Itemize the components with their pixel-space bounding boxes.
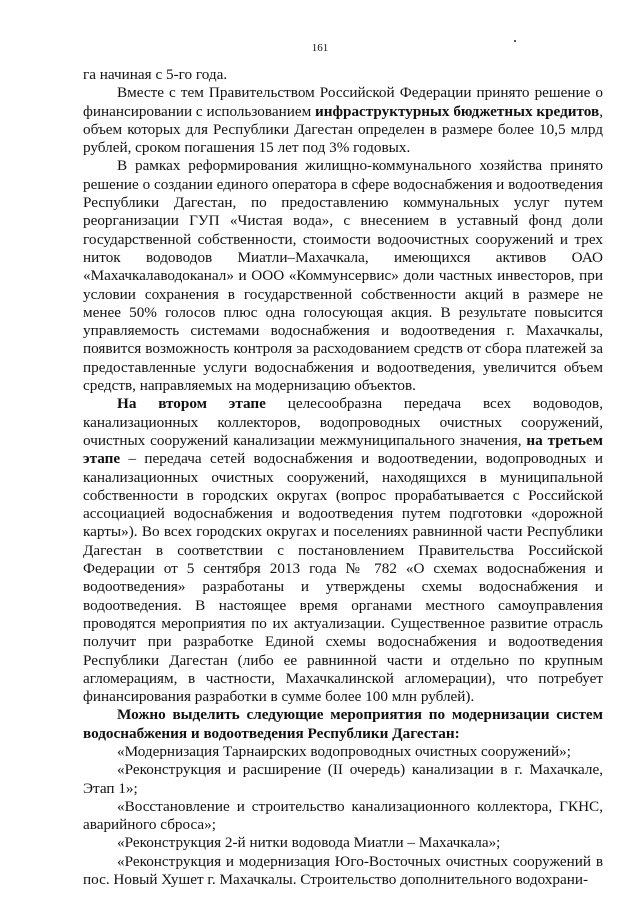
body-text — [83, 66, 603, 889]
list-item-measure: «Реконструкция 2-й нитки водовода Миатли – Махачкала»; — [117, 834, 501, 852]
page-number: 161 — [311, 42, 329, 54]
emphasis-third-stage: на третьем этапе — [83, 431, 603, 468]
list-item-measure: «Реконструкция и расширение (II очередь) канализации в г. Махачкале, Этап 1»; — [83, 761, 603, 797]
list-item-measure: «Модернизация Тарнаирских водопроводных очистных сооружений»; — [117, 742, 571, 760]
text-run: Вместе с тем Правительством Российской Федерации принято решение о финансировании с использованием — [83, 84, 603, 120]
paragraph-infrastructure-credits — [83, 84, 603, 157]
paragraph-continuation: га начиная с 5-го года. — [83, 66, 228, 83]
list-item-measure: «Восстановление и строительство канализационного коллектора, ГКНС, аварийного сброса»; — [83, 797, 603, 834]
text-run: целесообразна передача всех водоводов, канализационных коллекторов, водопроводных очистных сооружений, очистных сооружений канализации межмуниципального значения, — [83, 395, 603, 449]
emphasis-second-stage: На втором этапе — [117, 395, 266, 413]
paragraph-measures-heading: Можно выделить следующие мероприятия по модернизации систем водоснабжения и водоотведения Республики Дагестан: — [83, 706, 603, 742]
emphasis-infrastructure-credits: инфраструктурных бюджетных кредитов — [314, 102, 600, 120]
paragraph-single-operator: В рамках реформирования жилищно-коммунального хозяйства принято решение о создании единого оператора в сфере водоснабжения и водоотведения Республики Дагестан, по предоставлению коммунальных услуг путем реорганизации ГУП «Чистая вода», с внесением в уставный фонд доли государственной собственности, стоимости водоочистных сооружений и трех ниток водоводов Миатли–Махачкала, имеющихся активов ОАО «Махачкалаводоканал» и ООО «Коммунсервис» доли частных инвесторов, при условии сохранения в государственной собственности акций в размере не менее 50% голосов плюс одна голосующая акция. В результате повысится управляемость системами водоснабжения и водоотведения г. Махачкалы, появится возможность контроля за расходованием средств от сбора платежей за предоставленные услуги водоснабжения и водоотведения, увеличится объем средств, направляемых на модернизацию объектов. — [83, 157, 603, 395]
paragraph-stages — [83, 395, 603, 706]
list-item-measure: «Реконструкция и модернизация Юго-Восточных очистных сооружений в пос. Новый Хушет г. Махачкалы. Строительство дополнительного водохрани- — [83, 852, 603, 889]
scan-speck — [514, 40, 516, 42]
text-run: – передача сетей водоснабжения и водоотведении, водопроводных и канализационных очистных сооружений, находящихся в муниципальной собственности в городских округах (вопрос прорабатывается с Российской ассоциацией водоснабжения и водоотведения путем подготовки «дорожной карты»). Во всех городских округах и поселениях равнинной части Республики Дагестан в соответствии с постановлением Правительства Российской Федерации от 5 сентября 2013 года № 782 «О схемах водоснабжения и водоотведения» разработаны и утверждены схемы водоснабжения и водоотведения. В настоящее время органами местного самоуправления проводятся мероприятия по их актуализации. Существенное развитие отрасль получит при разработке Единой схемы водоснабжения и водоотведения Республики Дагестан (либо ее равнинной части и отдельно по крупным агломерациям, в частности, Махачкалинской агломерации), что потребует финансирования разработки в сумме более 100 млн рублей). — [83, 450, 603, 706]
text-run: , объем которых для Республики Дагестан определен в размере более 10,5 млрд рублей, сроком погашения 15 лет под 3% годовых. — [83, 102, 603, 157]
